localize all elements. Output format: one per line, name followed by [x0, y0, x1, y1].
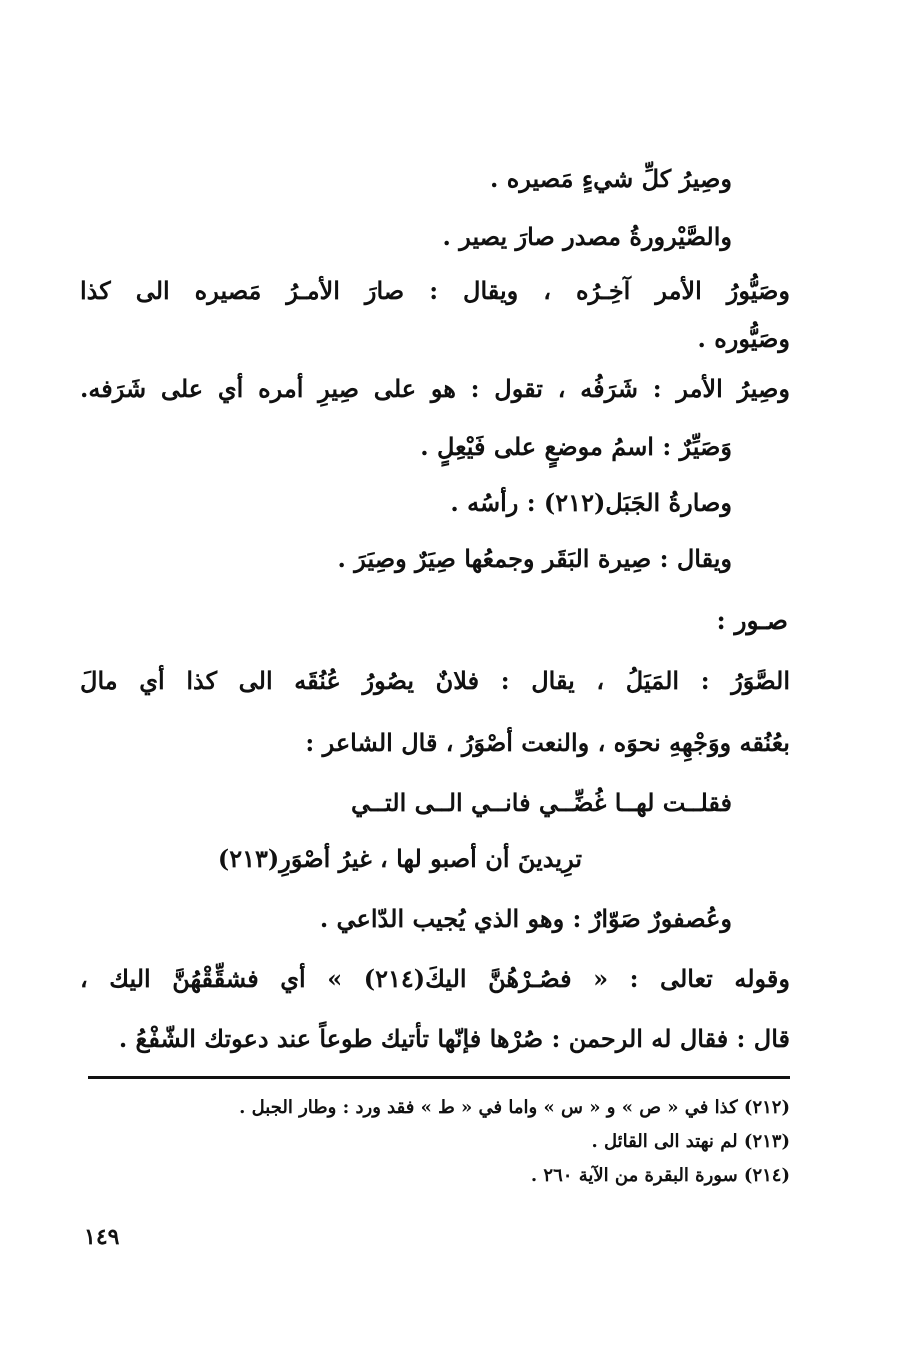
text-line-5: وصِيرُ الأمر : شَرَفُه ، تقول : هو على صِيرِ أمره أي على شَرَفه.	[80, 374, 790, 403]
text-line-3: وصَيُّورُ الأمر آخِـرُه ، ويقال : صارَ الأمـرُ مَصيره الى كذا	[80, 276, 790, 305]
verse-line-2: ترِيدينَ أن أصبو لها ، غيرُ أصْوَرِ(٢١٣)	[217, 844, 582, 873]
text-line-13: قال : فقال له الرحمن : صُرْها فإنّها تأتيك طوعاً عند دعوتك الشّفْعُ .	[118, 1024, 790, 1053]
page-number: ١٤٩	[84, 1224, 120, 1250]
footnote-214: (٢١٤) سورة البقرة من الآية ٢٦٠ .	[530, 1165, 790, 1186]
text-line-6: وَصَيِّرٌ : اسمُ موضعٍ على فَيْعِلٍ .	[420, 432, 732, 461]
footnote-212: (٢١٢) كذا في « ص » و « س » واما في « ط » فقد ورد : وطار الجبل .	[239, 1097, 790, 1118]
section-heading: صـور :	[716, 606, 788, 635]
text-line-11: وعُصفورٌ صَوّارٌ : وهو الذي يُجيب الدّاعي .	[319, 904, 732, 933]
verse-line-1: فقلــت لهــا غُضِّــي فانــي الــى التــي	[350, 788, 732, 817]
text-line-7: وصارةُ الجَبَل(٢١٢) : رأسُه .	[450, 488, 732, 517]
text-line-1: وصِيرُ كلِّ شيءٍ مَصيره .	[490, 164, 732, 193]
footnote-divider	[88, 1076, 790, 1079]
text-line-9: الصَّوَرُ : المَيَلُ ، يقال : فلانٌ يصُورُ عُنُقَه الى كذا أي مالَ	[80, 666, 790, 695]
text-line-4: وصَيُّوره .	[697, 324, 790, 353]
text-line-2: والصَّيْرورةُ مصدر صارَ يصير .	[442, 222, 732, 251]
text-line-12: وقوله تعالى : « فصُـرْهُنَّ اليكَ(٢١٤) » أي فشقِّقْهُنَّ اليك ،	[80, 964, 790, 993]
text-line-8: ويقال : صِيرة البَقَر وجمعُها صِيَرٌ وصِيَرَ .	[337, 544, 732, 573]
text-line-10: بعُنُقه ووَجْهِهِ نحوَه ، والنعت أصْوَرُ ، قال الشاعر :	[305, 728, 790, 757]
footnote-213: (٢١٣) لم نهتد الى القائل .	[591, 1131, 790, 1152]
